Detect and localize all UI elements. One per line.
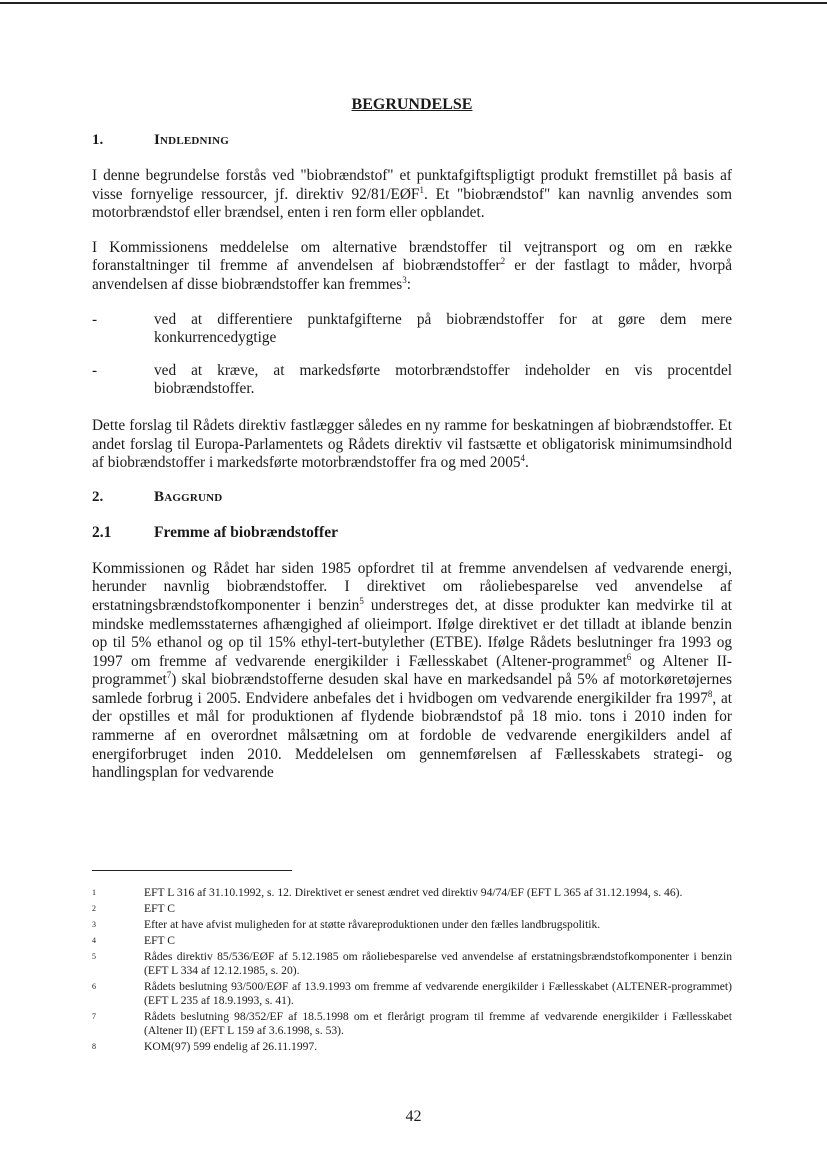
- footnote-separator: [92, 870, 292, 871]
- bullet-item: [92, 311, 732, 348]
- footnote-ref: 5: [359, 595, 364, 606]
- footnote-number: 2: [92, 904, 96, 913]
- footnote: [92, 918, 732, 932]
- footnote-ref: 4: [520, 453, 525, 464]
- footnote: [92, 980, 732, 1008]
- footnote-ref: 3: [402, 274, 407, 285]
- bullet-text: ved at differentiere punktafgifterne på biobrændstoffer for at gøre dem mere konkurrencedygtige: [154, 310, 732, 347]
- section-heading-2-1: [92, 524, 732, 542]
- paragraph: [92, 417, 732, 473]
- text-run: er der fastlagt to måder, hvorpå anvendelsen af disse biobrændstoffer kan fremmes: [92, 257, 732, 293]
- text-run: , at der opstilles et mål for produktionen af flydende biobrændstof på 18 mio. tons i 2010 inden for rammerne af en overordnet målsætning om at fordoble de vedvarende energikilders andel af energiforbruget inden 2010. Meddelelsen om gennemførelsen af Fællesskabets strategi- og handlingsplan for vedvarende: [92, 689, 732, 782]
- footnote-text: Rådes direktiv 85/536/EØF af 5.12.1985 om råoliebesparelse ved anvendelse af erstatningsbrændstofkomponenter i benzin (EFT L 334 af 12.12.1985, s. 20).: [144, 950, 732, 977]
- page-top-border: [0, 2, 827, 4]
- footnote-number: 8: [92, 1042, 96, 1051]
- footnote: [92, 934, 732, 948]
- text-run: .: [525, 454, 529, 472]
- footnote-ref: 8: [707, 688, 713, 699]
- footnote-number: 1: [92, 888, 96, 897]
- paragraph: [92, 560, 732, 783]
- footnote-number: 6: [92, 982, 96, 991]
- footnote-ref: 1: [419, 184, 424, 195]
- section-title: Indledning: [154, 132, 230, 148]
- footnote: [92, 886, 732, 900]
- footnote-text: KOM(97) 599 endelig af 26.11.1997.: [144, 1040, 318, 1053]
- text-run: Kommissionen og Rådet har siden 1985 opfordret til at fremme anvendelsen af vedvarende energi, herunder navnlig biobrændstoffer. I direktivet om råoliebesparelse ved anvendelse af erstatningsbrændstofkomponenter i benzin: [92, 559, 732, 614]
- section-title: Fremme af biobrændstoffer: [154, 523, 338, 541]
- text-run: Dette forslag til Rådets direktiv fastlægger således en ny ramme for beskatningen af biobrændstoffer. Et andet forslag til Europa-Parlamentets og Rådets direktiv vil fastsætte et obligatorisk minimumsindhold af biobrændstoffer i markedsførte motorbrændstoffer fra og med 2005: [92, 416, 732, 472]
- footnote-number: 7: [92, 1012, 96, 1021]
- section-title: Baggrund: [154, 488, 223, 505]
- document-title: BEGRUNDELSE: [351, 96, 473, 113]
- footnote: [92, 950, 732, 978]
- footnote: [92, 1010, 732, 1038]
- footnote-text: Efter at have afvist muligheden for at støtte råvareproduktionen under den fælles landbrugspolitik.: [144, 918, 601, 931]
- section-number: 1.: [92, 132, 104, 148]
- text-run: understreges det, at disse produkter kan medvirke til at mindske medlemsstaternes afhængighed af olieimport. Ifølge direktivet er det tilladt at iblande benzin op til 5% ethanol og op til 15% ethyl-tert-butylether (ETBE). Ifølge Rådets beslutninger fra 1993 og 1997 om fremme af vedvarende energikilder i Fællesskabet (Altener-programmet: [92, 596, 732, 670]
- section-number: 2.1: [92, 523, 112, 541]
- document-body: [92, 96, 732, 799]
- footnote-text: EFT C: [144, 934, 176, 947]
- footnote-number: 3: [92, 920, 96, 929]
- text-run: I Kommissionens meddelelse om alternative brændstoffer til vejtransport og om en række foranstaltninger til fremme af anvendelsen af biobrændstoffer: [92, 238, 732, 275]
- paragraph: [92, 167, 732, 223]
- footnote-text: EFT L 316 af 31.10.1992, s. 12. Direktivet er senest ændret ved direktiv 94/74/EF (EFT L 365 af 31.12.1994, s. 46).: [144, 886, 683, 899]
- footnote-text: EFT C: [144, 902, 176, 915]
- footnote-text: Rådets beslutning 98/352/EF af 18.5.1998 om et flerårigt program til fremme af vedvarende energikilder i Fællesskabet (Altener II) (EFT L 159 af 3.6.1998, s. 53).: [144, 1010, 732, 1037]
- text-run: :: [406, 275, 411, 293]
- bullet-item: [92, 362, 732, 399]
- text-run: og Altener II-programmet: [92, 652, 733, 689]
- footnote-number: 5: [92, 952, 96, 961]
- section-heading-1: [92, 132, 732, 149]
- footnote-ref: 6: [626, 651, 632, 662]
- bullet-dash: -: [92, 310, 98, 328]
- footnote: [92, 902, 732, 916]
- text-run: ) skal biobrændstofferne desuden skal have en markedsandel på 5% af motorkøretøjernes samlede forbrug i 2005. Endvidere anbefales det i hvidbogen om vedvarende energikilder fra 1997: [92, 671, 732, 707]
- page-number: 42: [405, 1108, 422, 1125]
- text-run: . Et "biobrændstof" kan navnlig anvendes som motorbrændstof eller brændsel, enten i ren form eller opblandet.: [92, 185, 732, 222]
- footnote-text: Rådets beslutning 93/500/EØF af 13.9.1993 om fremme af vedvarende energikilder i Fællesskabet (ALTENER-programmet) (EFT L 235 af 18.9.1993, s. 41).: [144, 980, 732, 1007]
- footnote-ref: 7: [166, 670, 172, 681]
- footnote: [92, 1040, 732, 1054]
- footnotes: [92, 886, 732, 1056]
- bullet-text: ved at kræve, at markedsførte motorbrændstoffer indeholder en vis procentdel biobrændstoffer.: [154, 361, 732, 398]
- bullet-dash: -: [92, 361, 98, 379]
- footnote-ref: 2: [500, 256, 506, 267]
- paragraph: [92, 239, 732, 295]
- footnote-number: 4: [92, 936, 96, 945]
- section-heading-2: [92, 489, 732, 506]
- section-number: 2.: [92, 488, 104, 505]
- text-run: I denne begrundelse forstås ved "biobrændstof" et punktafgiftspligtigt produkt fremstillet på basis af visse fornyelige ressourcer, jf. direktiv 92/81/EØF: [92, 167, 732, 203]
